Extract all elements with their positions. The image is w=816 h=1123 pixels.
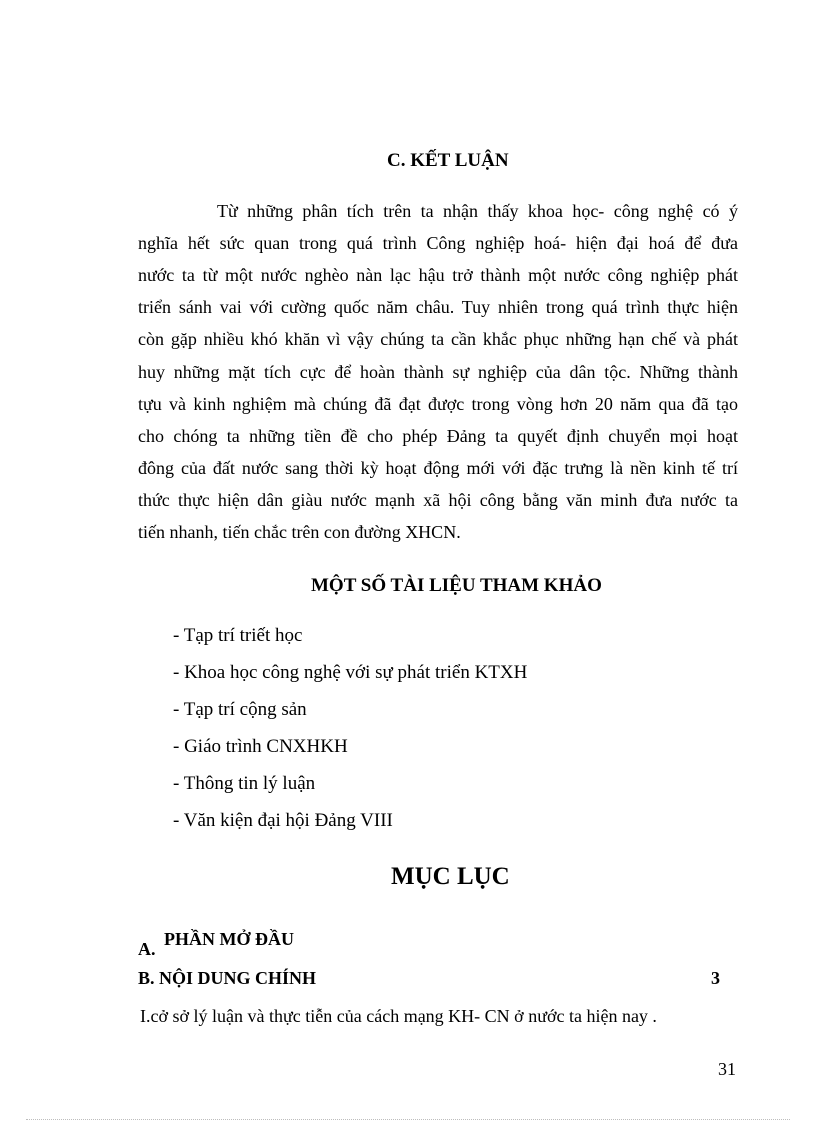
page-number: 31 [718, 1059, 736, 1079]
paragraph-line: còn gặp nhiều khó khăn vì vậy chúng ta cần khắc phục những hạn chế và phát [138, 329, 738, 349]
page-bottom-divider [26, 1119, 790, 1120]
paragraph-line: cho chóng ta những tiền đề cho phép Đảng ta quyết định chuyển mọi hoạt [138, 426, 738, 446]
toc-section-a-label: PHẦN MỞ ĐẦU [164, 929, 294, 949]
reference-item: - Thông tin lý luận [173, 773, 316, 794]
toc-section-b-page: 3 [711, 968, 720, 988]
paragraph-line: đông của đất nước sang thời kỳ hoạt động mới với đặc trưng là nền kinh tế trí [138, 458, 738, 478]
toc-item-1: I.cở sở lý luận và thực tiễn của cách mạng KH- CN ở nước ta hiện nay . [140, 1006, 657, 1026]
paragraph-line: tựu và kinh nghiệm mà chúng đã đạt được trong vòng hơn 20 năm qua đã tạo [138, 394, 738, 414]
reference-item: - Khoa học công nghệ với sự phát triển KTXH [173, 662, 528, 683]
toc-heading: MỤC LỤC [391, 863, 510, 890]
paragraph-line: huy những mặt tích cực để hoàn thành sự nghiệp của dân tộc. Những thành [138, 362, 738, 382]
paragraph-line: thức thực hiện dân giàu nước mạnh xã hội công bằng văn minh đưa nước ta [138, 490, 738, 510]
conclusion-heading: C. KẾT LUẬN [387, 150, 509, 171]
references-heading: MỘT SỐ TÀI LIỆU THAM KHẢO [311, 575, 602, 596]
paragraph-line: tiến nhanh, tiến chắc trên con đường XHCN. [138, 522, 461, 542]
reference-item: - Văn kiện đại hội Đảng VIII [173, 810, 393, 831]
paragraph-line: Từ những phân tích trên ta nhận thấy khoa học- công nghệ có ý [217, 201, 738, 221]
toc-section-b-label: B. NỘI DUNG CHÍNH [138, 968, 317, 988]
reference-item: - Giáo trình CNXHKH [173, 736, 348, 757]
paragraph-line: nước ta từ một nước nghèo nàn lạc hậu trở thành một nước công nghiệp phát [138, 265, 738, 285]
paragraph-line: triển sánh vai với cường quốc năm châu. Tuy nhiên trong quá trình thực hiện [138, 297, 738, 317]
reference-item: - Tạp trí cộng sản [173, 699, 307, 720]
reference-item: - Tạp trí triết học [173, 625, 303, 646]
toc-section-a-prefix: A. [138, 939, 156, 959]
paragraph-line: nghĩa hết sức quan trong quá trình Công nghiệp hoá- hiện đại hoá để đưa [138, 233, 738, 253]
